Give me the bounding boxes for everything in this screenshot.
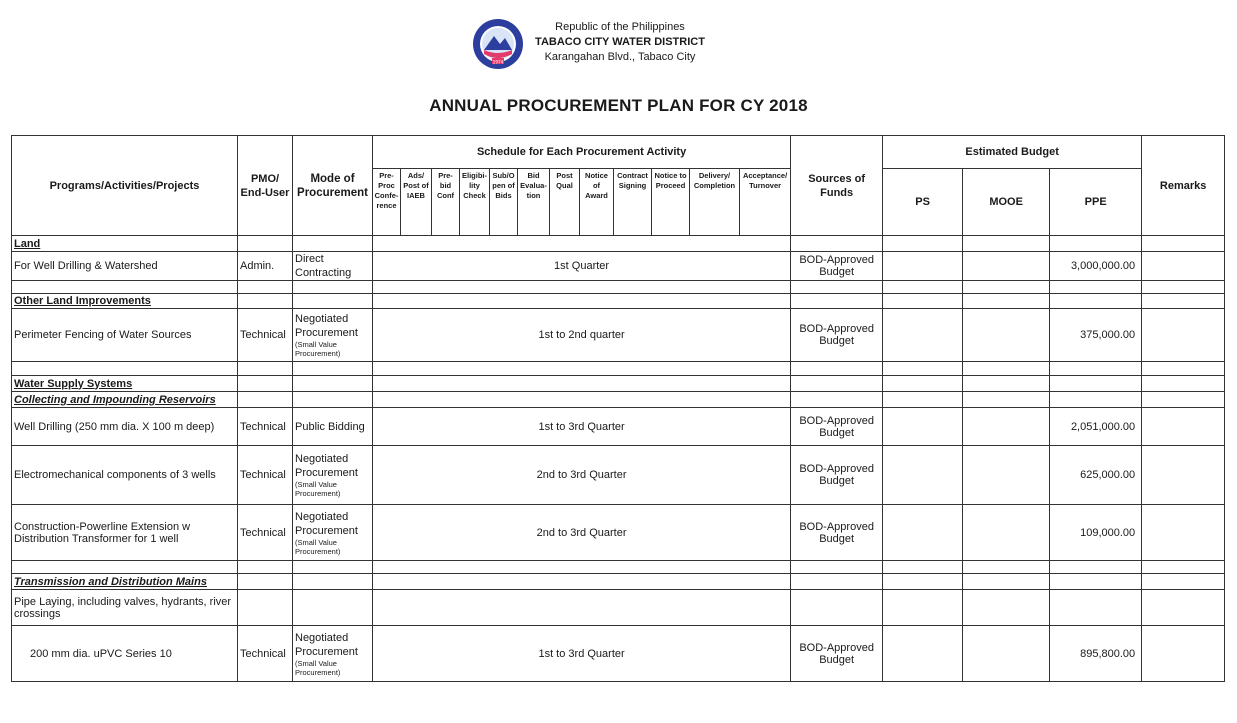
source-cell: BOD-Approved Budget	[791, 626, 883, 682]
activity-bid-evaluation: Bid Evalua-tion	[518, 169, 550, 236]
col-ppe: PPE	[1050, 169, 1142, 236]
pmo-cell: Admin.	[238, 252, 293, 281]
mode-cell	[293, 309, 373, 362]
spacer-row	[12, 362, 1225, 376]
activity-notice-of-award: Notice of Award	[580, 169, 614, 236]
program-cell: 200 mm dia. uPVC Series 10	[12, 626, 238, 682]
procurement-plan-table	[11, 135, 1225, 682]
mode-cell	[293, 252, 373, 281]
schedule-cell: 1st to 3rd Quarter	[373, 408, 791, 446]
schedule-cell: 1st to 2nd quarter	[373, 309, 791, 362]
activity-ads-post: Ads/ Post of IAEB	[401, 169, 432, 236]
program-cell: For Well Drilling & Watershed	[12, 252, 238, 281]
ppe-cell: 109,000.00	[1050, 505, 1142, 561]
activity-delivery-completion: Delivery/ Completion	[690, 169, 740, 236]
mode-note: (Small Value Procurement)	[295, 537, 341, 556]
col-schedule: Schedule for Each Procurement Activity	[373, 136, 791, 169]
table-row	[12, 590, 1225, 626]
ppe-cell: 2,051,000.00	[1050, 408, 1142, 446]
col-pmo: PMO/ End-User	[238, 136, 293, 236]
letterhead	[0, 0, 1237, 80]
mode-note: (Small Value Procurement)	[295, 480, 341, 498]
category-row	[12, 574, 1225, 590]
spacer-row	[12, 281, 1225, 294]
schedule-cell: 2nd to 3rd Quarter	[373, 505, 791, 561]
program-cell: Construction-Powerline Extension w Distribution Transformer for 1 well	[12, 505, 238, 561]
mode-cell	[293, 408, 373, 446]
source-cell: BOD-Approved Budget	[791, 446, 883, 505]
category-label: Transmission and Distribution Mains	[12, 574, 238, 590]
pmo-cell: Technical	[238, 505, 293, 561]
activity-sub-open-bids: Sub/O pen of Bids	[490, 169, 518, 236]
activity-pre-proc-conference: Pre-Proc Confe-rence	[373, 169, 401, 236]
table-row	[12, 626, 1225, 682]
activity-contract-signing: Contract Signing	[614, 169, 652, 236]
col-estimated-budget: Estimated Budget	[883, 136, 1142, 169]
mode-label: Negotiated Procurement	[295, 313, 358, 339]
mode-label: Negotiated Procurement	[295, 453, 358, 479]
mode-cell	[293, 505, 373, 561]
col-programs: Programs/Activities/Projects	[12, 136, 238, 236]
table-row	[12, 252, 1225, 281]
organization-name: TABACO CITY WATER DISTRICT	[535, 36, 705, 48]
program-cell: Pipe Laying, including valves, hydrants, river crossings	[12, 590, 238, 626]
mode-note: (Small Value Procurement)	[295, 340, 341, 358]
col-mooe: MOOE	[963, 169, 1050, 236]
schedule-cell: 2nd to 3rd Quarter	[373, 446, 791, 505]
schedule-cell: 1st to 3rd Quarter	[373, 626, 791, 682]
col-mode: Mode of Procurement	[293, 136, 373, 236]
water-district-seal-icon	[472, 18, 524, 70]
category-label: Collecting and Impounding Reservoirs	[12, 392, 238, 408]
category-label: Other Land Improvements	[12, 294, 238, 309]
mode-note: (Small Value Procurement)	[295, 658, 341, 677]
activity-acceptance-turnover: Acceptance/ Turnover	[740, 169, 791, 236]
pmo-cell: Technical	[238, 446, 293, 505]
spacer-row	[12, 561, 1225, 574]
program-cell: Well Drilling (250 mm dia. X 100 m deep)	[12, 408, 238, 446]
table-row	[12, 505, 1225, 561]
organization-address: Karangahan Blvd., Tabaco City	[544, 51, 696, 63]
col-sources: Sources of Funds	[791, 136, 883, 236]
schedule-cell: 1st Quarter	[373, 252, 791, 281]
pmo-cell: Technical	[238, 626, 293, 682]
mode-cell	[293, 446, 373, 505]
ppe-cell: 895,800.00	[1050, 626, 1142, 682]
document-title: ANNUAL PROCUREMENT PLAN FOR CY 2018	[429, 96, 808, 115]
header-row-1	[12, 136, 1225, 169]
pmo-cell: Technical	[238, 408, 293, 446]
category-label: Land	[12, 236, 238, 252]
source-cell: BOD-Approved Budget	[791, 252, 883, 281]
mode-label: Negotiated Procurement	[295, 510, 358, 537]
source-cell: BOD-Approved Budget	[791, 505, 883, 561]
table-row	[12, 309, 1225, 362]
activity-eligibility-check: Eligibi-lity Check	[460, 169, 490, 236]
col-remarks: Remarks	[1142, 136, 1225, 236]
category-row	[12, 392, 1225, 408]
ppe-cell: 3,000,000.00	[1050, 252, 1142, 281]
mode-label: Negotiated Procurement	[295, 631, 358, 658]
category-label: Water Supply Systems	[12, 376, 238, 392]
mode-label: Public Bidding	[295, 420, 365, 433]
ppe-cell: 375,000.00	[1050, 309, 1142, 362]
activity-pre-bid-conf: Pre-bid Conf	[432, 169, 460, 236]
organization-block	[520, 20, 720, 65]
program-cell: Perimeter Fencing of Water Sources	[12, 309, 238, 362]
program-cell: Electromechanical components of 3 wells	[12, 446, 238, 505]
category-row	[12, 294, 1225, 309]
category-row	[12, 236, 1225, 252]
table-row	[12, 408, 1225, 446]
republic-line: Republic of the Philippines	[555, 21, 685, 33]
table-row	[12, 446, 1225, 505]
mode-label: Direct Contracting	[295, 253, 352, 279]
activity-notice-to-proceed: Notice to Proceed	[652, 169, 690, 236]
source-cell: BOD-Approved Budget	[791, 309, 883, 362]
activity-post-qual: Post Qual	[550, 169, 580, 236]
mode-cell	[293, 626, 373, 682]
col-ps: PS	[883, 169, 963, 236]
pmo-cell: Technical	[238, 309, 293, 362]
seal-year: 1974	[492, 59, 504, 65]
source-cell: BOD-Approved Budget	[791, 408, 883, 446]
category-row	[12, 376, 1225, 392]
ppe-cell: 625,000.00	[1050, 446, 1142, 505]
